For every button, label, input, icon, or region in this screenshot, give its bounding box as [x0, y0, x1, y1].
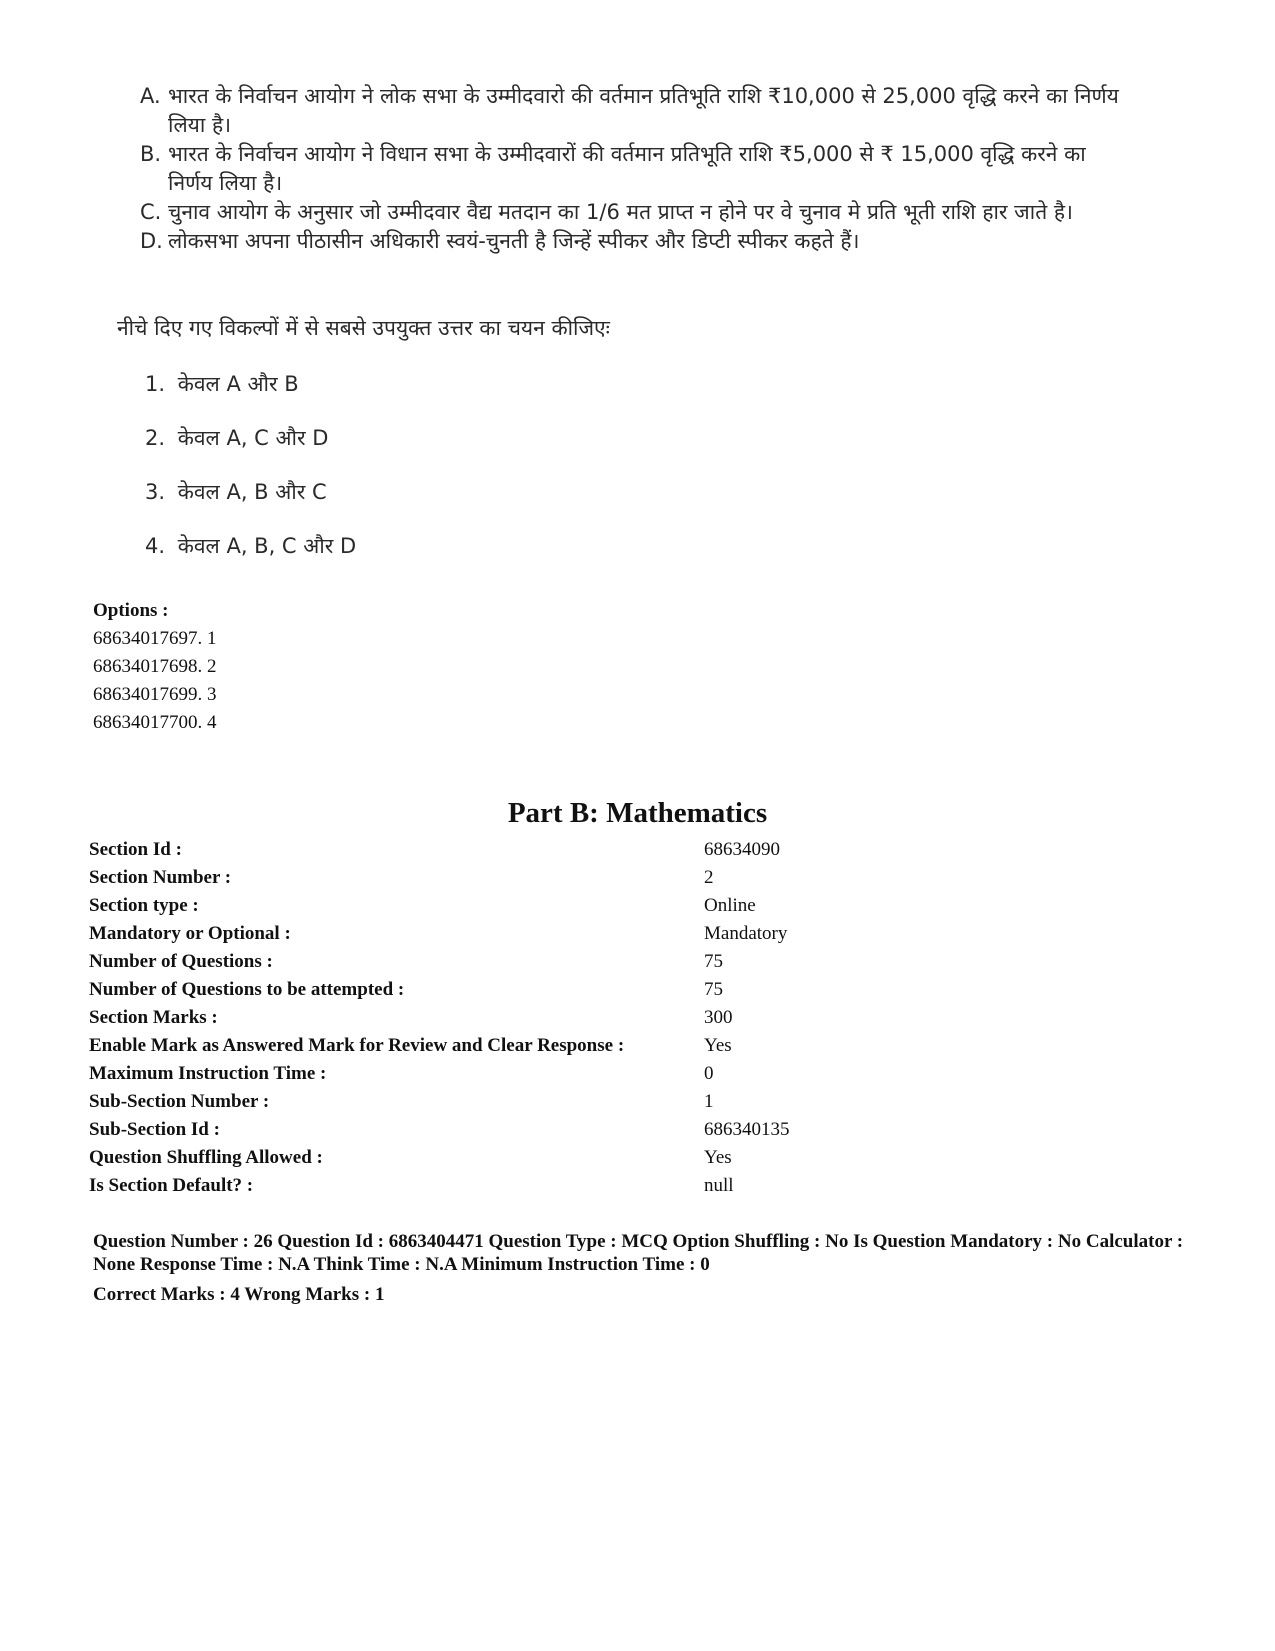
- info-value: Online: [704, 895, 756, 916]
- statement-a: [140, 82, 1130, 140]
- info-label: Enable Mark as Answered Mark for Review and Clear Response :: [89, 1035, 625, 1056]
- info-value: 68634090: [704, 839, 780, 860]
- statement-b: [140, 140, 1130, 198]
- info-label: Is Section Default? :: [89, 1175, 254, 1196]
- statement-c: [140, 198, 1130, 227]
- info-label: Section Number :: [89, 867, 232, 888]
- choice-1: [145, 370, 299, 398]
- part-title: Part B: Mathematics: [507, 797, 768, 829]
- info-value: 0: [704, 1063, 714, 1084]
- choice-3: [145, 478, 327, 506]
- info-value: 75: [704, 951, 723, 972]
- option-item: 68634017699. 3: [93, 684, 217, 705]
- choice-number: 3.: [145, 480, 166, 504]
- statements-list: [140, 82, 1130, 256]
- info-row: [89, 1088, 1004, 1116]
- info-value: Yes: [704, 1035, 732, 1056]
- options-heading: Options :: [93, 600, 169, 621]
- statement-letter: B.: [140, 142, 162, 166]
- info-row: [89, 976, 1004, 1004]
- choice-4: [145, 532, 356, 560]
- info-row: [89, 1116, 1004, 1144]
- info-label: Section Marks :: [89, 1007, 218, 1028]
- section-info-table: [89, 836, 1004, 1200]
- statement-text: भारत के निर्वाचन आयोग ने लोक सभा के उम्मीदवारो की वर्तमान प्रतिभूति राशि ₹10,000 से 25,000 वृद्धि करने का निर्णय लिया है।: [168, 84, 1119, 137]
- info-row: [89, 1004, 1004, 1032]
- statement-text: भारत के निर्वाचन आयोग ने विधान सभा के उम्मीदवारों की वर्तमान प्रतिभूति राशि ₹5,000 से ₹ 15,000 वृद्धि करने का निर्णय लिया है।: [168, 142, 1086, 195]
- info-row: [89, 1060, 1004, 1088]
- statement-letter: C.: [140, 200, 162, 224]
- choice-number: 2.: [145, 426, 166, 450]
- info-label: Number of Questions to be attempted :: [89, 979, 405, 1000]
- info-label: Section type :: [89, 895, 199, 916]
- info-row: [89, 1144, 1004, 1172]
- marks-info: Correct Marks : 4 Wrong Marks : 1: [93, 1284, 385, 1305]
- question-instruction: नीचे दिए गए विकल्पों में से सबसे उपयुक्त उत्तर का चयन कीजिएः: [117, 316, 610, 340]
- info-row: [89, 948, 1004, 976]
- options-list: [93, 597, 217, 737]
- info-value: 75: [704, 979, 723, 1000]
- option-item: 68634017700. 4: [93, 712, 217, 733]
- choice-text: केवल A, B और C: [177, 480, 327, 504]
- info-value: Yes: [704, 1147, 732, 1168]
- statement-letter: D.: [140, 229, 163, 253]
- info-value: null: [704, 1175, 734, 1196]
- info-row: [89, 892, 1004, 920]
- choice-text: केवल A, C और D: [177, 426, 329, 450]
- info-label: Number of Questions :: [89, 951, 273, 972]
- option-item: 68634017697. 1: [93, 628, 217, 649]
- info-value: Mandatory: [704, 923, 788, 944]
- info-row: [89, 836, 1004, 864]
- info-value: 300: [704, 1007, 733, 1028]
- info-value: 2: [704, 867, 714, 888]
- info-row: [89, 920, 1004, 948]
- info-label: Section Id :: [89, 839, 182, 860]
- statement-text: चुनाव आयोग के अनुसार जो उम्मीदवार वैद्य मतदान का 1/6 मत प्राप्त न होने पर वे चुनाव मे प्रति भूती राशि हार जाते है।: [168, 200, 1073, 224]
- info-label: Sub-Section Id :: [89, 1119, 220, 1140]
- info-value: 686340135: [704, 1119, 790, 1140]
- statement-letter: A.: [140, 84, 161, 108]
- info-row: [89, 1172, 1004, 1200]
- option-item: 68634017698. 2: [93, 656, 217, 677]
- choice-2: [145, 424, 328, 452]
- info-label: Maximum Instruction Time :: [89, 1063, 327, 1084]
- info-row: [89, 864, 1004, 892]
- question-metadata: Question Number : 26 Question Id : 6863404471 Question Type : MCQ Option Shuffling : No Is Question Mandatory : No Calculator : None Response Time : N.A Think Time : N.A Minimum Instruction Time : 0: [93, 1231, 1184, 1275]
- statement-d: [140, 227, 1130, 256]
- statement-text: लोकसभा अपना पीठासीन अधिकारी स्वयं-चुनती है जिन्हें स्पीकर और डिप्टी स्पीकर कहते हैं।: [168, 229, 860, 253]
- info-value: 1: [704, 1091, 714, 1112]
- choice-text: केवल A, B, C और D: [177, 534, 357, 558]
- choice-number: 1.: [145, 372, 166, 396]
- choice-number: 4.: [145, 534, 166, 558]
- choice-text: केवल A और B: [177, 372, 299, 396]
- info-row: [89, 1032, 1004, 1060]
- info-label: Question Shuffling Allowed :: [89, 1147, 323, 1168]
- info-label: Mandatory or Optional :: [89, 923, 291, 944]
- info-label: Sub-Section Number :: [89, 1091, 270, 1112]
